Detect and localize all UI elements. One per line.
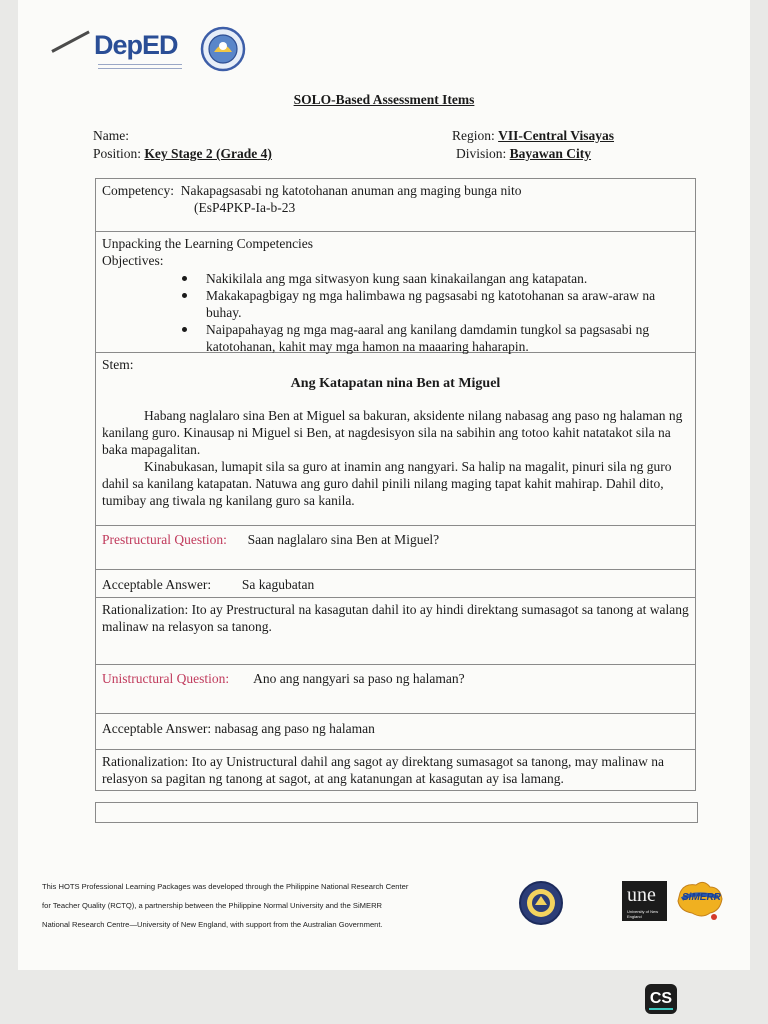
objective-item: Makakapagbigay ng mga halimbawa ng pagsasabi ng katotohanan sa araw-araw na buhay. — [206, 287, 689, 321]
simerr-logo-text: SiMERR — [682, 892, 721, 903]
footer-credits — [42, 877, 502, 934]
position-label: Position: — [93, 146, 142, 161]
footer-line: This HOTS Professional Learning Packages was developed through the Philippine National Research Center — [42, 882, 409, 891]
region-label: Region: — [452, 128, 495, 143]
assessment-table — [95, 178, 696, 791]
name-line — [93, 127, 129, 144]
division-line — [456, 145, 591, 162]
objective-item: Nakikilala ang mga sitwasyon kung saan kinakailangan ang katapatan. — [206, 270, 689, 287]
competency-code: (EsP4PKP-Ia-b-23 — [194, 200, 296, 215]
empty-table-row — [95, 802, 698, 823]
objectives-heading: Unpacking the Learning Competencies — [102, 236, 314, 251]
prestructural-question-row — [96, 526, 695, 570]
footer-line: for Teacher Quality (RCTQ), a partnership between the Philippine Normal University and the SiMERR — [42, 901, 383, 910]
competency-text: Nakapagsasabi ng katotohanan anuman ang maging bunga nito — [180, 183, 522, 198]
unistructural-rationalization: Rationalization: Ito ay Unistructural dahil ang sagot ay direktang sumasagot sa tanong, may malinaw na relasyon sa pagitan ng tanong at sagot, at ang katanungan at kasagutan ay isa lamang. — [102, 754, 664, 786]
stem-row — [96, 353, 695, 526]
objectives-row — [96, 232, 695, 353]
unistructural-question-label: Unistructural Question: — [102, 671, 230, 686]
deped-seal-icon — [200, 26, 246, 72]
prestructural-answer-text: Sa kagubatan — [241, 577, 315, 592]
deped-logo-tagline — [98, 64, 182, 69]
footer-line: National Research Centre—University of New England, with support from the Australian Government. — [42, 920, 383, 929]
prestructural-question-label: Prestructural Question: — [102, 532, 227, 547]
position-value: Key Stage 2 (Grade 4) — [144, 146, 272, 161]
story-paragraph-2: Kinabukasan, lumapit sila sa guro at inamin ang nangyari. Sa halip na magalit, pinuri sila ng guro dahil sa kanilang katapatan. Natuwa ang guro dahil pinili nilang maging tapat kahit mahirap. Dahil dito, tumibay ang tiwala ng kanilang guro sa kanila. — [102, 459, 672, 508]
unistructural-question-row — [96, 665, 695, 714]
une-logo — [622, 881, 667, 921]
story-title: Ang Katapatan nina Ben at Miguel — [290, 376, 501, 391]
competency-row — [96, 179, 695, 232]
une-logo-subtitle: University of New England — [627, 909, 659, 919]
prestructural-rationalization-row — [96, 598, 695, 665]
prestructural-question-text: Saan naglalaro sina Ben at Miguel? — [247, 532, 440, 547]
objectives-label: Objectives: — [102, 253, 164, 268]
competency-label: Competency: — [102, 183, 174, 198]
prestructural-answer-row — [96, 570, 695, 598]
unistructural-answer-text: nabasag ang paso ng halaman — [214, 721, 375, 736]
division-value: Bayawan City — [509, 146, 592, 161]
deped-logo-text: DepED — [94, 30, 178, 60]
une-logo-text: une — [627, 884, 656, 906]
deped-logo — [52, 28, 192, 72]
logo-slash — [51, 30, 89, 52]
stem-label: Stem: — [102, 357, 134, 372]
position-line — [93, 145, 302, 162]
objectives-list — [102, 270, 689, 355]
name-label: Name: — [93, 128, 129, 143]
objective-item: Naipapahayag ng mga mag-aaral ang kanilang damdamin tungkol sa pagsasabi ng katotohanan, kahit may mga hamon na maaaring haharapin. — [206, 321, 689, 355]
story-paragraph-1: Habang naglalaro sina Ben at Miguel sa bakuran, aksidente nilang nabasag ang paso ng halaman ng kanilang guro. Kinausap ni Miguel si Ben, at nagdesisyon sila na sabihin ang totoo kahit natatakot sila na baka mapagalitan. — [102, 408, 683, 457]
unistructural-answer-row — [96, 714, 695, 750]
unistructural-answer-label: Acceptable Answer: — [102, 721, 212, 736]
camscanner-badge: CS — [645, 984, 677, 1014]
division-label: Division: — [456, 146, 507, 161]
document-title: SOLO-Based Assessment Items — [293, 92, 475, 107]
region-value: VII-Central Visayas — [498, 128, 615, 143]
unistructural-question-text: Ano ang nangyari sa paso ng halaman? — [253, 671, 465, 686]
unistructural-rationalization-row — [96, 750, 695, 791]
prestructural-answer-label: Acceptable Answer: — [102, 577, 212, 592]
prestructural-rationalization: Rationalization: Ito ay Prestructural na kasagutan dahil ito ay hindi direktang sumasagot sa tanong at walang malinaw na relasyon sa tanong. — [102, 602, 689, 634]
region-line — [452, 127, 614, 144]
pnu-seal-icon — [518, 880, 564, 926]
